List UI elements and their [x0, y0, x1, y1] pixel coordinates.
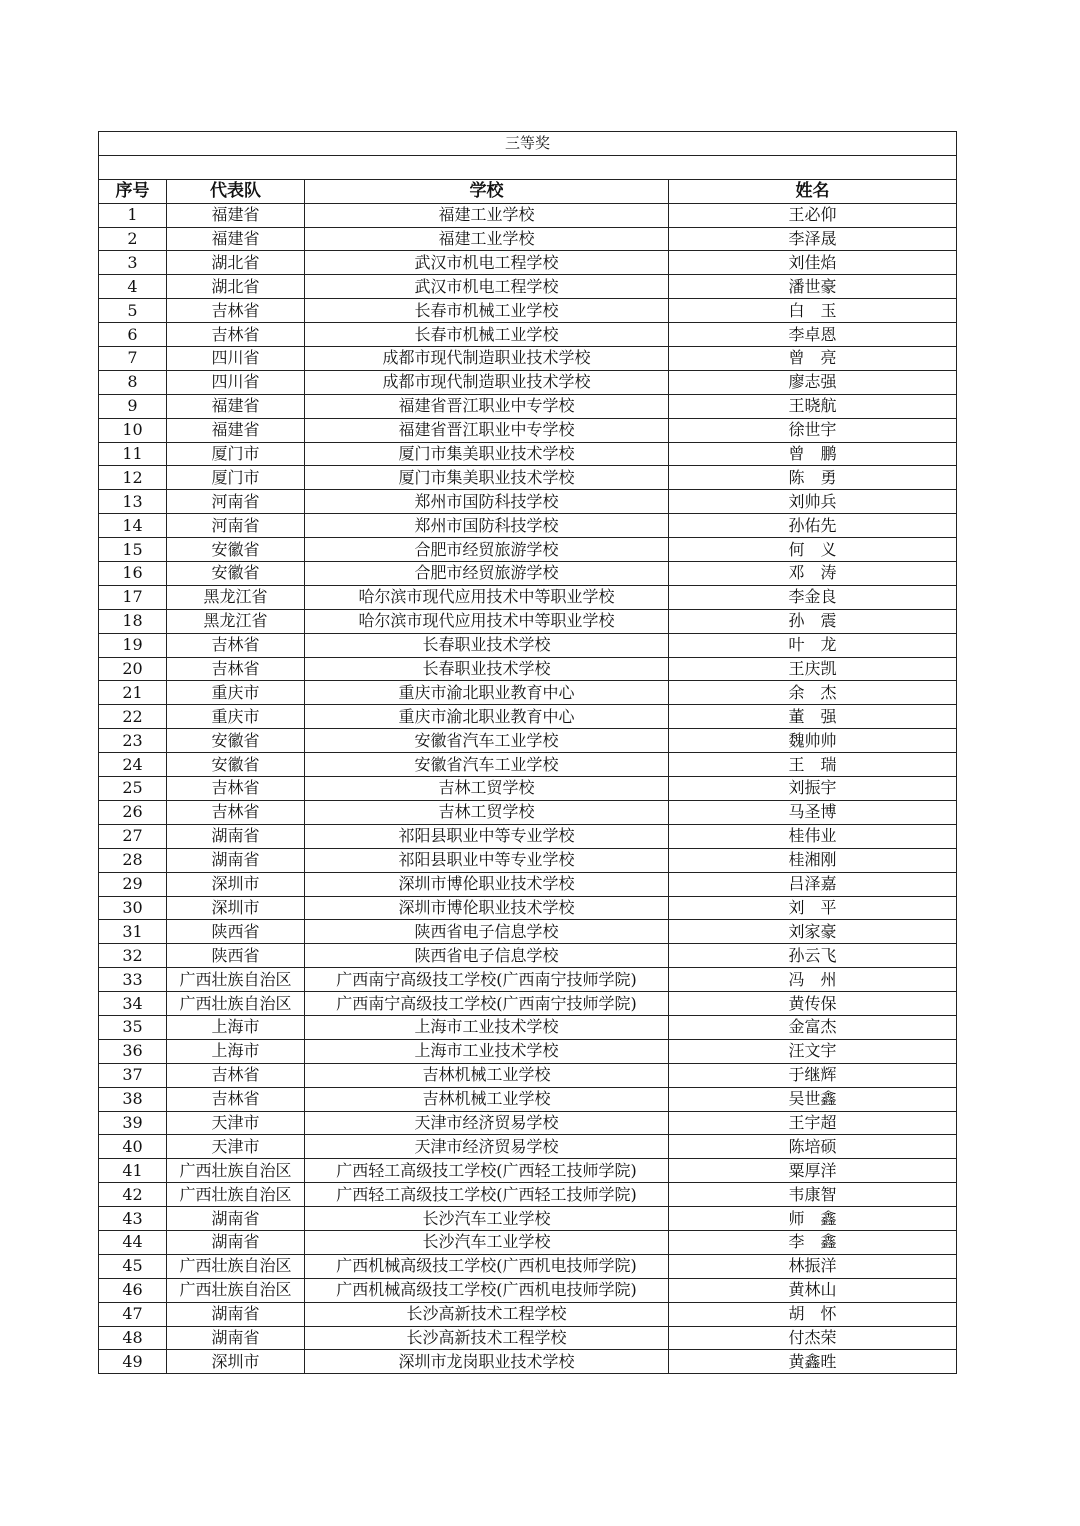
cell-index: 26 [99, 800, 167, 824]
table-row [99, 1278, 957, 1302]
table-row [99, 705, 957, 729]
cell-name: 胡 怀 [669, 1302, 957, 1326]
cell-name: 桂伟业 [669, 824, 957, 848]
table-row [99, 275, 957, 299]
cell-team: 广西壮族自治区 [167, 1183, 305, 1207]
cell-school: 广西南宁高级技工学校(广西南宁技师学院) [305, 992, 669, 1016]
cell-index: 29 [99, 872, 167, 896]
empty-row [99, 155, 957, 179]
cell-school: 郑州市国防科技学校 [305, 514, 669, 538]
cell-team: 吉林省 [167, 1087, 305, 1111]
cell-name: 孙佑先 [669, 514, 957, 538]
cell-name: 余 杰 [669, 681, 957, 705]
cell-index: 14 [99, 514, 167, 538]
cell-school: 重庆市渝北职业教育中心 [305, 705, 669, 729]
cell-school: 武汉市机电工程学校 [305, 251, 669, 275]
cell-team: 厦门市 [167, 466, 305, 490]
table-row [99, 753, 957, 777]
cell-index: 15 [99, 538, 167, 562]
table-row [99, 920, 957, 944]
cell-index: 39 [99, 1111, 167, 1135]
cell-name: 曾 亮 [669, 347, 957, 371]
cell-school: 广西南宁高级技工学校(广西南宁技师学院) [305, 968, 669, 992]
cell-school: 广西机械高级技工学校(广西机电技师学院) [305, 1254, 669, 1278]
cell-team: 吉林省 [167, 299, 305, 323]
cell-name: 王 瑞 [669, 753, 957, 777]
table-row [99, 1326, 957, 1350]
cell-index: 45 [99, 1254, 167, 1278]
cell-team: 陕西省 [167, 920, 305, 944]
cell-name: 李金良 [669, 585, 957, 609]
cell-team: 深圳市 [167, 1350, 305, 1374]
cell-name: 孙 震 [669, 609, 957, 633]
cell-team: 吉林省 [167, 633, 305, 657]
cell-name: 黄林山 [669, 1278, 957, 1302]
cell-team: 吉林省 [167, 777, 305, 801]
cell-name: 邓 涛 [669, 562, 957, 586]
cell-team: 天津市 [167, 1111, 305, 1135]
cell-name: 刘振宇 [669, 777, 957, 801]
cell-index: 4 [99, 275, 167, 299]
table-row [99, 418, 957, 442]
cell-name: 廖志强 [669, 370, 957, 394]
cell-index: 32 [99, 944, 167, 968]
award-table [98, 131, 957, 1374]
table-row [99, 347, 957, 371]
table-row [99, 992, 957, 1016]
cell-index: 40 [99, 1135, 167, 1159]
table-row [99, 514, 957, 538]
header-row [99, 179, 957, 203]
cell-name: 刘家豪 [669, 920, 957, 944]
table-row [99, 1087, 957, 1111]
cell-team: 福建省 [167, 418, 305, 442]
cell-name: 刘 平 [669, 896, 957, 920]
cell-index: 9 [99, 394, 167, 418]
cell-index: 35 [99, 1015, 167, 1039]
table-row [99, 466, 957, 490]
cell-school: 长沙高新技术工程学校 [305, 1302, 669, 1326]
cell-school: 深圳市博伦职业技术学校 [305, 896, 669, 920]
table-row [99, 1063, 957, 1087]
table-row [99, 800, 957, 824]
table-row [99, 1015, 957, 1039]
cell-index: 28 [99, 848, 167, 872]
cell-school: 成都市现代制造职业技术学校 [305, 347, 669, 371]
cell-name: 魏帅帅 [669, 729, 957, 753]
cell-team: 广西壮族自治区 [167, 968, 305, 992]
cell-name: 黄鑫甠 [669, 1350, 957, 1374]
cell-index: 16 [99, 562, 167, 586]
table-row [99, 251, 957, 275]
cell-team: 湖南省 [167, 824, 305, 848]
header-name: 姓名 [669, 179, 957, 203]
header-school: 学校 [305, 179, 669, 203]
cell-school: 长春职业技术学校 [305, 633, 669, 657]
cell-team: 河南省 [167, 490, 305, 514]
cell-team: 安徽省 [167, 562, 305, 586]
table-row [99, 968, 957, 992]
cell-school: 天津市经济贸易学校 [305, 1135, 669, 1159]
table-row [99, 323, 957, 347]
cell-school: 上海市工业技术学校 [305, 1015, 669, 1039]
cell-index: 19 [99, 633, 167, 657]
cell-team: 福建省 [167, 394, 305, 418]
table-row [99, 227, 957, 251]
cell-team: 吉林省 [167, 657, 305, 681]
cell-team: 安徽省 [167, 538, 305, 562]
cell-index: 1 [99, 203, 167, 227]
cell-team: 安徽省 [167, 753, 305, 777]
table-row [99, 896, 957, 920]
cell-team: 湖南省 [167, 1326, 305, 1350]
cell-index: 24 [99, 753, 167, 777]
cell-index: 8 [99, 370, 167, 394]
table-row [99, 1230, 957, 1254]
cell-school: 吉林工贸学校 [305, 800, 669, 824]
cell-school: 祁阳县职业中等专业学校 [305, 824, 669, 848]
cell-name: 叶 龙 [669, 633, 957, 657]
table-row [99, 203, 957, 227]
cell-name: 陈培硕 [669, 1135, 957, 1159]
cell-index: 17 [99, 585, 167, 609]
cell-school: 长春职业技术学校 [305, 657, 669, 681]
cell-school: 安徽省汽车工业学校 [305, 753, 669, 777]
cell-school: 吉林机械工业学校 [305, 1063, 669, 1087]
cell-index: 27 [99, 824, 167, 848]
cell-index: 20 [99, 657, 167, 681]
cell-school: 厦门市集美职业技术学校 [305, 466, 669, 490]
cell-name: 白 玉 [669, 299, 957, 323]
cell-name: 王庆凯 [669, 657, 957, 681]
cell-team: 湖南省 [167, 1302, 305, 1326]
table-row [99, 442, 957, 466]
cell-school: 深圳市龙岗职业技术学校 [305, 1350, 669, 1374]
cell-name: 韦康智 [669, 1183, 957, 1207]
cell-index: 3 [99, 251, 167, 275]
cell-team: 黑龙江省 [167, 609, 305, 633]
title-row [99, 132, 957, 156]
table-row [99, 1183, 957, 1207]
cell-team: 湖北省 [167, 275, 305, 299]
cell-index: 10 [99, 418, 167, 442]
cell-name: 李 鑫 [669, 1230, 957, 1254]
cell-name: 于继辉 [669, 1063, 957, 1087]
cell-school: 广西轻工高级技工学校(广西轻工技师学院) [305, 1159, 669, 1183]
table-row [99, 1207, 957, 1231]
table-row [99, 1254, 957, 1278]
cell-team: 四川省 [167, 347, 305, 371]
cell-team: 重庆市 [167, 681, 305, 705]
cell-school: 合肥市经贸旅游学校 [305, 538, 669, 562]
cell-school: 深圳市博伦职业技术学校 [305, 872, 669, 896]
cell-index: 31 [99, 920, 167, 944]
cell-team: 福建省 [167, 227, 305, 251]
table-row [99, 872, 957, 896]
table-row [99, 824, 957, 848]
table-row [99, 633, 957, 657]
cell-school: 福建工业学校 [305, 203, 669, 227]
cell-name: 粟厚洋 [669, 1159, 957, 1183]
cell-index: 44 [99, 1230, 167, 1254]
cell-index: 6 [99, 323, 167, 347]
cell-name: 林振洋 [669, 1254, 957, 1278]
cell-name: 师 鑫 [669, 1207, 957, 1231]
cell-school: 长春市机械工业学校 [305, 299, 669, 323]
cell-index: 7 [99, 347, 167, 371]
cell-team: 广西壮族自治区 [167, 1254, 305, 1278]
cell-team: 重庆市 [167, 705, 305, 729]
cell-name: 李泽晟 [669, 227, 957, 251]
empty-cell [99, 155, 957, 179]
cell-team: 广西壮族自治区 [167, 992, 305, 1016]
table-row [99, 490, 957, 514]
cell-team: 陕西省 [167, 944, 305, 968]
table-row [99, 370, 957, 394]
table-row [99, 1135, 957, 1159]
cell-school: 陕西省电子信息学校 [305, 920, 669, 944]
cell-name: 汪文宇 [669, 1039, 957, 1063]
cell-team: 深圳市 [167, 872, 305, 896]
table-row [99, 1111, 957, 1135]
cell-school: 成都市现代制造职业技术学校 [305, 370, 669, 394]
cell-school: 天津市经济贸易学校 [305, 1111, 669, 1135]
header-index: 序号 [99, 179, 167, 203]
cell-school: 厦门市集美职业技术学校 [305, 442, 669, 466]
cell-school: 哈尔滨市现代应用技术中等职业学校 [305, 609, 669, 633]
cell-team: 吉林省 [167, 800, 305, 824]
table-row [99, 609, 957, 633]
table-title: 三等奖 [99, 132, 957, 156]
cell-team: 河南省 [167, 514, 305, 538]
cell-school: 长沙汽车工业学校 [305, 1207, 669, 1231]
cell-team: 深圳市 [167, 896, 305, 920]
cell-name: 李卓恩 [669, 323, 957, 347]
cell-school: 上海市工业技术学校 [305, 1039, 669, 1063]
cell-name: 王宇超 [669, 1111, 957, 1135]
table-row [99, 585, 957, 609]
cell-team: 上海市 [167, 1039, 305, 1063]
table-row [99, 944, 957, 968]
cell-team: 福建省 [167, 203, 305, 227]
cell-index: 49 [99, 1350, 167, 1374]
cell-name: 刘佳焰 [669, 251, 957, 275]
cell-name: 潘世豪 [669, 275, 957, 299]
cell-school: 长沙高新技术工程学校 [305, 1326, 669, 1350]
cell-name: 冯 州 [669, 968, 957, 992]
cell-index: 43 [99, 1207, 167, 1231]
cell-index: 12 [99, 466, 167, 490]
cell-school: 吉林工贸学校 [305, 777, 669, 801]
cell-index: 33 [99, 968, 167, 992]
cell-name: 何 义 [669, 538, 957, 562]
cell-team: 天津市 [167, 1135, 305, 1159]
cell-name: 吕泽嘉 [669, 872, 957, 896]
cell-team: 广西壮族自治区 [167, 1159, 305, 1183]
cell-team: 广西壮族自治区 [167, 1278, 305, 1302]
cell-index: 46 [99, 1278, 167, 1302]
cell-index: 47 [99, 1302, 167, 1326]
cell-school: 武汉市机电工程学校 [305, 275, 669, 299]
cell-index: 11 [99, 442, 167, 466]
cell-school: 长春市机械工业学校 [305, 323, 669, 347]
cell-name: 马圣博 [669, 800, 957, 824]
cell-index: 21 [99, 681, 167, 705]
cell-school: 福建工业学校 [305, 227, 669, 251]
cell-school: 吉林机械工业学校 [305, 1087, 669, 1111]
cell-name: 徐世宇 [669, 418, 957, 442]
cell-team: 湖南省 [167, 1230, 305, 1254]
cell-school: 祁阳县职业中等专业学校 [305, 848, 669, 872]
cell-school: 哈尔滨市现代应用技术中等职业学校 [305, 585, 669, 609]
cell-index: 18 [99, 609, 167, 633]
table-row [99, 681, 957, 705]
cell-name: 董 强 [669, 705, 957, 729]
cell-name: 曾 鹏 [669, 442, 957, 466]
cell-name: 黄传保 [669, 992, 957, 1016]
cell-index: 25 [99, 777, 167, 801]
cell-school: 郑州市国防科技学校 [305, 490, 669, 514]
cell-school: 长沙汽车工业学校 [305, 1230, 669, 1254]
cell-team: 黑龙江省 [167, 585, 305, 609]
cell-index: 30 [99, 896, 167, 920]
cell-school: 陕西省电子信息学校 [305, 944, 669, 968]
cell-school: 重庆市渝北职业教育中心 [305, 681, 669, 705]
table-row [99, 1350, 957, 1374]
cell-index: 38 [99, 1087, 167, 1111]
cell-index: 23 [99, 729, 167, 753]
table-row [99, 394, 957, 418]
cell-team: 上海市 [167, 1015, 305, 1039]
table-row [99, 1159, 957, 1183]
cell-school: 福建省晋江职业中专学校 [305, 418, 669, 442]
cell-name: 王晓航 [669, 394, 957, 418]
cell-team: 湖南省 [167, 848, 305, 872]
cell-team: 厦门市 [167, 442, 305, 466]
cell-name: 桂湘刚 [669, 848, 957, 872]
cell-index: 41 [99, 1159, 167, 1183]
table-row [99, 729, 957, 753]
cell-name: 刘帅兵 [669, 490, 957, 514]
table-body [99, 203, 957, 1374]
cell-school: 合肥市经贸旅游学校 [305, 562, 669, 586]
cell-index: 5 [99, 299, 167, 323]
table-row [99, 1302, 957, 1326]
table-row [99, 562, 957, 586]
cell-name: 孙云飞 [669, 944, 957, 968]
cell-name: 王必仰 [669, 203, 957, 227]
cell-index: 37 [99, 1063, 167, 1087]
table-row [99, 777, 957, 801]
table-row [99, 848, 957, 872]
cell-index: 34 [99, 992, 167, 1016]
cell-index: 13 [99, 490, 167, 514]
cell-name: 陈 勇 [669, 466, 957, 490]
cell-index: 36 [99, 1039, 167, 1063]
table-row [99, 299, 957, 323]
cell-index: 2 [99, 227, 167, 251]
cell-school: 广西机械高级技工学校(广西机电技师学院) [305, 1278, 669, 1302]
cell-name: 付杰荣 [669, 1326, 957, 1350]
cell-school: 福建省晋江职业中专学校 [305, 394, 669, 418]
cell-name: 吴世鑫 [669, 1087, 957, 1111]
cell-index: 42 [99, 1183, 167, 1207]
cell-team: 湖北省 [167, 251, 305, 275]
cell-team: 四川省 [167, 370, 305, 394]
cell-team: 吉林省 [167, 1063, 305, 1087]
table-row [99, 1039, 957, 1063]
table-row [99, 538, 957, 562]
cell-index: 48 [99, 1326, 167, 1350]
cell-team: 吉林省 [167, 323, 305, 347]
cell-team: 安徽省 [167, 729, 305, 753]
cell-index: 22 [99, 705, 167, 729]
cell-name: 金富杰 [669, 1015, 957, 1039]
cell-team: 湖南省 [167, 1207, 305, 1231]
cell-school: 广西轻工高级技工学校(广西轻工技师学院) [305, 1183, 669, 1207]
header-team: 代表队 [167, 179, 305, 203]
table-row [99, 657, 957, 681]
cell-school: 安徽省汽车工业学校 [305, 729, 669, 753]
